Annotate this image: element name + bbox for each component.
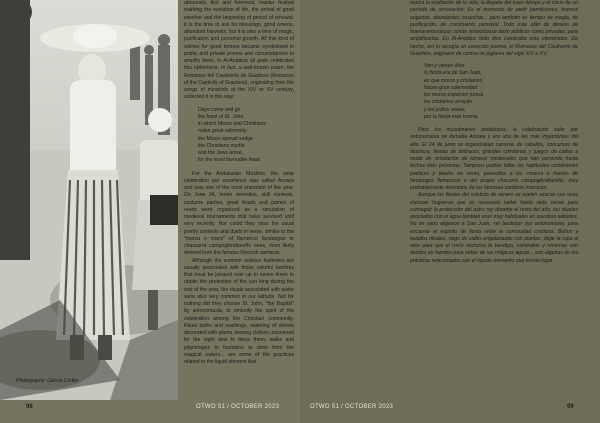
left-paragraph: For the Andalusian Muslims, the solar celebration par excellence was called Ansara and was one of the most important of the year. On June 24, home remedies, skill contests, costume parties, great feasts and games of reeds were organized as a simulation of medieval tournaments that have survived until very recently. Nor could they miss the usual poetry contests and duels in verse, similar to the "marca o mans" of flamenco fandangos or chascarrá campogibraltareño ones, most likely derived from the famous Moorish zambras. xyxy=(184,170,294,257)
historical-photo xyxy=(0,0,178,400)
photo-caption: Photography: García Cortés xyxy=(16,378,79,384)
verse-line: por la fiesta más honrar. xyxy=(424,113,479,120)
left-intro-paragraph: abruously, first and foremost, master festival marking the evolution of life, the arrival of good weather and the beginning of period of renewal. It is the time to ask for blessings, good omens, abundant harvests, but it is also a time of magic, purification and personal growth. All this kind of wishes for good fortune became symbolised in public and private poems and circumstances to amplify them. In Al-Andalus all gods celebrated this ephemeris. In fact, a well-known poem, the Romance del Cautiverio de Guarinos (Romance of the Captivity of Guarinos), originating from the songs of minstrels of the XIV or XV century, collected it in this way: xyxy=(184,0,294,101)
verse-line: for the most favorable feast. xyxy=(198,157,262,164)
left-verse xyxy=(198,107,294,165)
footer-left: OTWO 51 / OCTOBER 2023 xyxy=(196,404,280,410)
footer-right: OTWO 51 / OCTOBER 2023 xyxy=(310,404,394,410)
page-number-left: 98 xyxy=(26,404,33,410)
verse-line: the Moors spread sedge xyxy=(198,135,253,142)
verse-line: and the Jews anise, xyxy=(198,150,244,156)
right-paragraph: Aunque las fiestas del solsticio de verano se suelen asociar con esas vistosas hogueras que es necesario saltar hasta siete veces para conseguir la protección del astro rey durante el resto del año, los rituales asociados con el agua también eran muy habituales en nuestras latitudes. No en vano eligieron a San Juan, «el bautista» por antonomasia, para encarnar el espíritu de fiesta entre la comunidad cristiana. Baños y lavados rituales, riego de calles engalanadas con plantas, dejar la ropa al raso para que el rocío nocturno la bendiga, caminatas y romerías con destino en fuentes para beber de las mágicas aguas... son algunas de las prácticas relacionadas con el líquido elemento que tenían lugar xyxy=(410,192,578,264)
verse-line: los moros esparcen juncia xyxy=(424,92,484,98)
verse-line: Days come and go xyxy=(198,106,241,113)
verse-line: the feast of St. John, xyxy=(198,113,245,120)
left-paragraph: Although the summer solstice festivities are usually associated with those colorful bonfires that must be jumped over up to seven times to obtain the protection of the sun king during the rest of the year, the rituals associated with water were also very common in our latitude. Not for nothing did they choose St. John, "the Baptist" by antonomasia, to embody the spirit of the celebration among the Christian community. Ritual baths and washings, watering of streets decorated with plants, leaving clothes uncovered for the night dew to bless them, walks and pilgrimages to fountains to drink from the magical waters... are some of the practices related to the liquid element that xyxy=(184,257,294,365)
verse-line: the Christians myrtle, xyxy=(198,142,246,149)
verse-line: in which Moors and Christians xyxy=(198,121,266,127)
left-text-column xyxy=(184,0,294,366)
verse-line: hacen gran solemnidad: xyxy=(424,84,479,91)
right-verse xyxy=(424,63,578,121)
right-page xyxy=(300,0,600,423)
verse-line: Ven y vienen días xyxy=(424,63,465,69)
verse-line: la fiesta era de San Juan, xyxy=(424,70,482,77)
verse-line: y los judíos anéas xyxy=(424,106,465,113)
right-intro-paragraph: marca la exaltación de la vida, la llegada del buen tiempo y el inicio de un período de renovación. Es el momento de pedir bendiciones, buenos augurios, abundantes cosechas... pero también es tiempo de magia, de purificación, de crecimiento personal. Todo este afán de deseos de buenaventuranzas solían simbolizarse tanto públicas como privadas, para amplificarlas. En Al-Andalus todo dios celebraba esta efemérides. De hecho, así lo recogía un conocido poema, el Romance del Cautiverio de Guarinos, originario de cantos de juglares del siglo XIV o XV: xyxy=(410,0,578,57)
right-paragraph: Para los musulmanes andalusíes, la celebración solar por antonomasia se llamaba Ansara y era una de las más importantes del año. El 24 de junio se organizaban carreras de caballos, concursos de destreza, fiestas de disfraces, grandes comilonas y juegos de cañas a modo de simulación de torneos medievales que han pervivido hasta fechas bien próximas. Tampoco podían faltar los habituales certámenes poéticos y duelos en verso, parecidos a los «marca o mano» de fandangos flamencos o del propio chacarrá campogibraltareño, muy probablemente derivados de las famosas zambras moriscas. xyxy=(410,127,578,191)
page-number-right: 99 xyxy=(567,404,574,410)
right-text-column xyxy=(410,0,578,265)
verse-line: make great solemnity: xyxy=(198,128,248,135)
verse-line: en que moros y cristianos xyxy=(424,77,483,84)
verse-line: los cristianos arrayán xyxy=(424,99,473,106)
